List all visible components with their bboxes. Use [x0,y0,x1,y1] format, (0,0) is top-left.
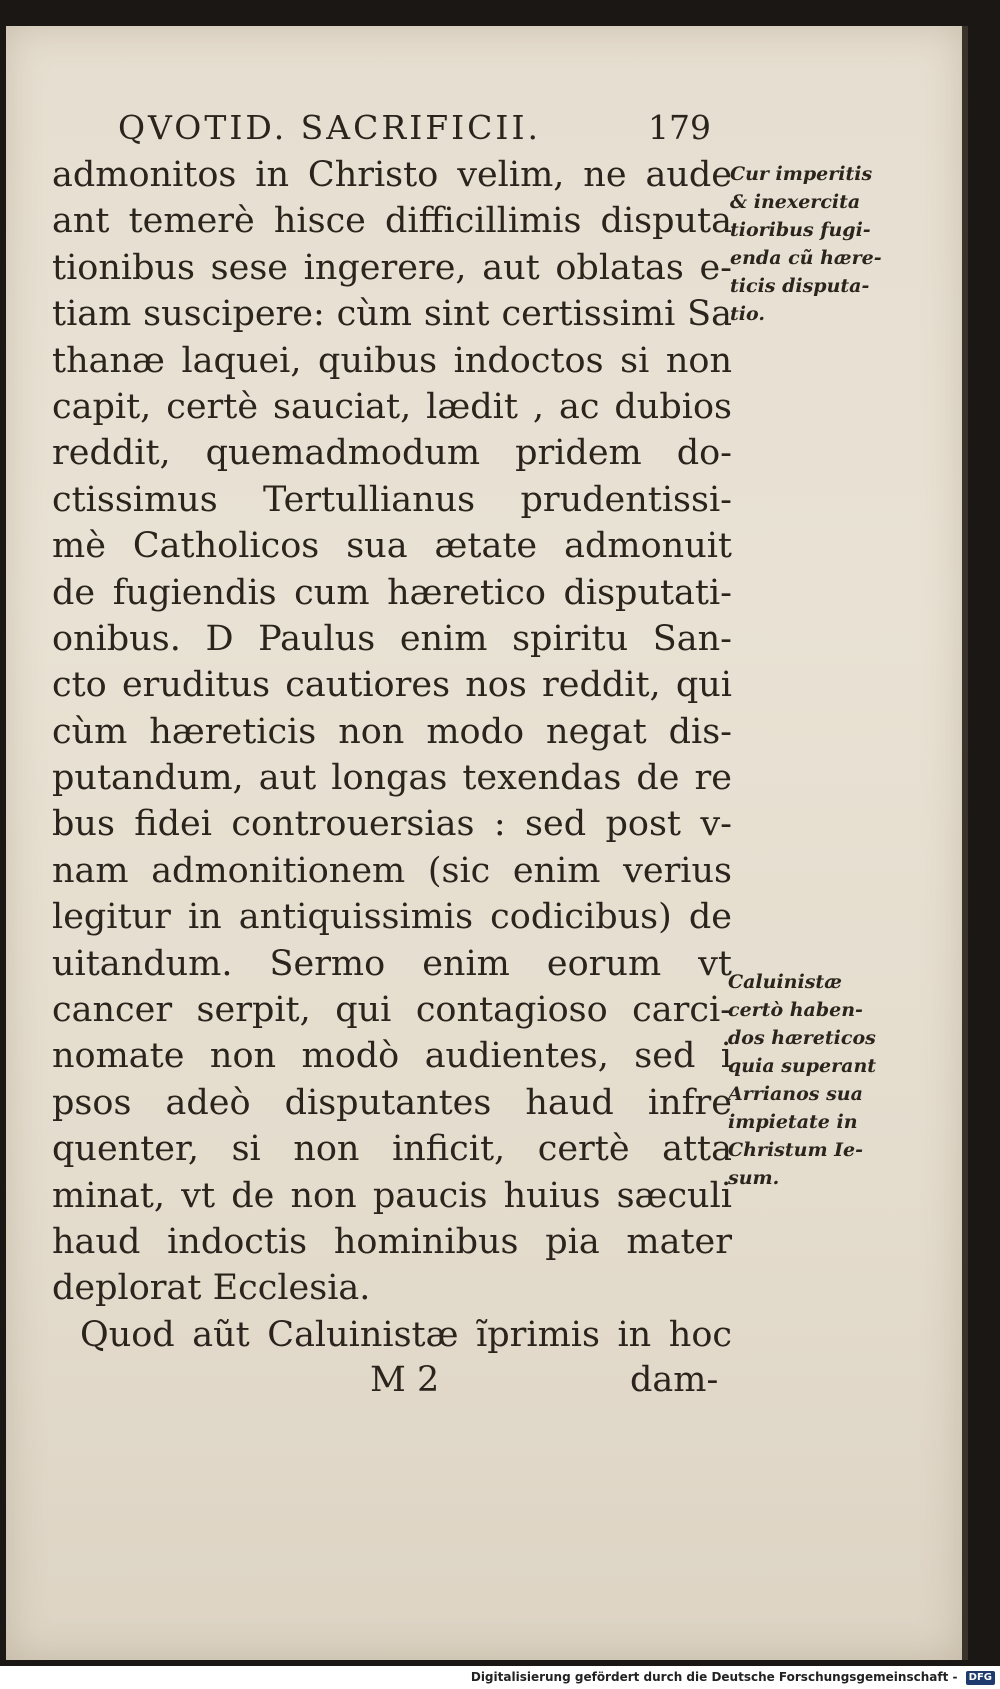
page-number: 179 [648,108,711,147]
text-line: psos adeò disputantes haud infre [52,1082,732,1123]
text-line: ant temerè hisce difficillimis disputa [52,201,732,242]
dfg-logo: DFG [966,1671,995,1685]
text-line: bus fidei controuersias : sed post v- [52,804,732,845]
text-line: minat, vt de non paucis huius sæculi [52,1175,732,1216]
text-line: putandum, aut longas texendas de re [52,758,732,799]
marginal-note-line: Arrianos sua [728,1083,863,1105]
signature-mark: M 2 [370,1360,440,1400]
main-text-block [52,152,732,1358]
running-header [118,108,718,148]
running-title: QVOTID. SACRIFICII. [118,108,541,147]
marginal-note-line: certò haben- [728,999,863,1021]
text-line: cancer serpit, qui contagioso carci- [52,990,732,1031]
marginal-note-line: Cur imperitis [730,163,873,185]
text-line: admonitos in Christo velim, ne aude [52,155,732,195]
text-line: ctissimus Tertullianus prudentissi- [52,479,732,520]
text-line: tionibus sese ingerere, aut oblatas e- [52,247,732,288]
marginal-note-line: & inexercita [730,191,861,213]
text-line: tiam suscipere: cùm sint certissimi Sa [52,294,732,335]
funding-credit: Digitalisierung gefördert durch die Deutsche Forschungsgemeinschaft - [470,1670,958,1684]
text-line: quenter, si non inficit, certè atta [52,1129,732,1170]
text-line: legitur in antiquissimis codicibus) de [52,897,732,938]
marginal-note-line: tio. [730,303,765,325]
text-line: onibus. D Paulus enim spiritu San- [52,618,732,659]
text-line: thanæ laquei, quibus indoctos si non [52,340,732,381]
text-line: deplorat Ecclesia. [52,1268,371,1309]
text-line: cto eruditus cautiores nos reddit, qui [52,665,732,706]
marginal-note-line: ticis disputa- [730,275,870,297]
text-line: de fugiendis cum hæretico disputati- [52,572,732,613]
marginal-note-line: dos hæreticos [728,1027,876,1049]
text-line: uitandum. Sermo enim eorum vt [52,943,732,984]
marginal-note [728,968,876,1192]
text-line: mè Catholicos sua ætate admonuit [52,526,732,567]
marginal-note-line: tioribus fugi- [730,219,871,241]
text-line: nomate non modò audientes, sed i [52,1036,732,1077]
text-line: Quod aũt Caluinistæ ĩprimis in hoc [80,1314,732,1355]
marginal-note-line: impietate in [728,1111,858,1133]
text-line: capit, certè sauciat, lædit , ac dubios [52,386,732,427]
page-edge [962,26,968,1660]
text-line: reddit, quemadmodum pridem do- [52,433,732,474]
marginal-note-line: sum. [728,1167,780,1189]
catchword: dam- [630,1360,719,1400]
marginal-note-line: quia superant [728,1055,877,1077]
marginal-note-line: enda cũ hære- [730,247,882,269]
marginal-note-line: Caluinistæ [728,971,842,993]
marginal-note-line: Christum Ie- [728,1139,864,1161]
marginal-note [730,160,882,328]
text-line: cùm hæreticis non modo negat dis- [52,711,732,752]
text-line: haud indoctis hominibus pia mater [52,1221,732,1262]
text-line: nam admonitionem (sic enim verius [52,850,732,891]
digitization-footer [0,1666,995,1689]
